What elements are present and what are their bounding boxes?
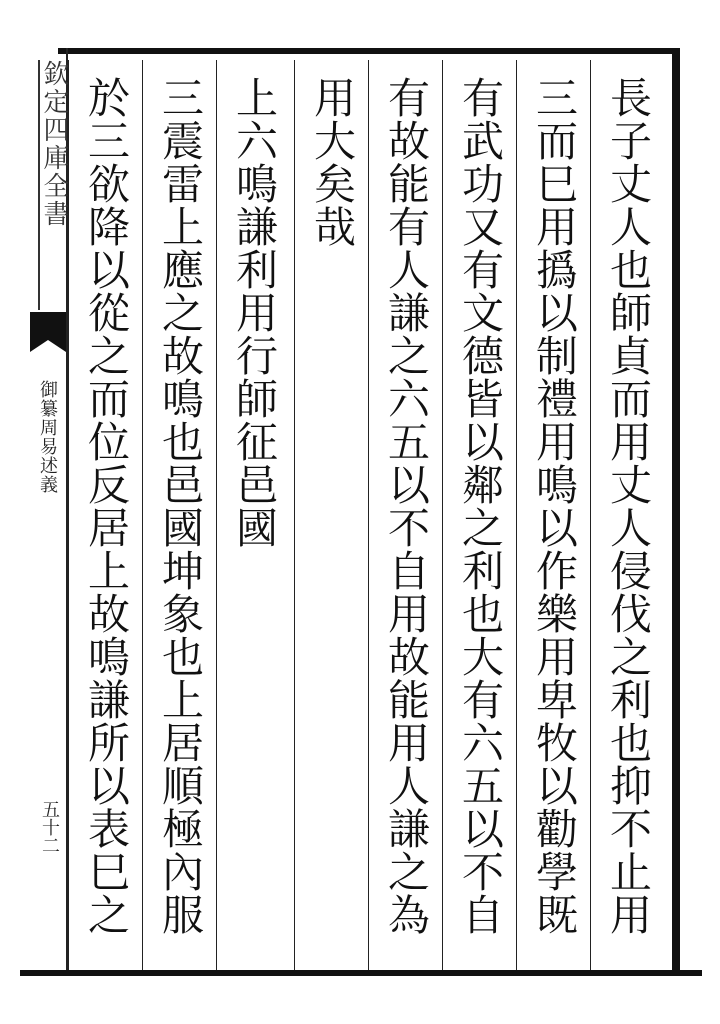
fishtail-mark bbox=[30, 312, 66, 352]
text-column bbox=[68, 60, 142, 970]
bottom-border bbox=[20, 970, 702, 976]
text-column bbox=[216, 60, 290, 970]
column-text: 有故能有人謙之六五以不自用故能用人謙之為 bbox=[382, 76, 431, 936]
page-number: 五十二 bbox=[39, 800, 60, 854]
column-text: 上六鳴謙利用行師征邑國 bbox=[230, 76, 279, 549]
column-text: 三而巳用撝以制禮用鳴以作樂用卑牧以勸學既 bbox=[530, 76, 579, 936]
text-column bbox=[516, 60, 590, 970]
column-text: 用大矣哉 bbox=[308, 76, 357, 248]
book-name: 御纂周易述義 bbox=[37, 380, 58, 494]
library-title: 欽定四庫全書 bbox=[39, 60, 69, 228]
column-text: 有武功又有文德皆以鄰之利也大有六五以不自 bbox=[456, 76, 505, 936]
text-column bbox=[294, 60, 368, 970]
text-column bbox=[142, 60, 216, 970]
column-text: 於三欲降以從之而位反居上故鳴謙所以表巳之 bbox=[82, 76, 131, 936]
column-text: 長子丈人也師貞而用丈人侵伐之利也抑不止用 bbox=[604, 76, 653, 936]
text-column bbox=[590, 60, 664, 970]
text-column bbox=[368, 60, 442, 970]
text-column bbox=[442, 60, 516, 970]
column-text: 三震雷上應之故鳴也邑國坤象也上居順極內服 bbox=[156, 76, 205, 936]
